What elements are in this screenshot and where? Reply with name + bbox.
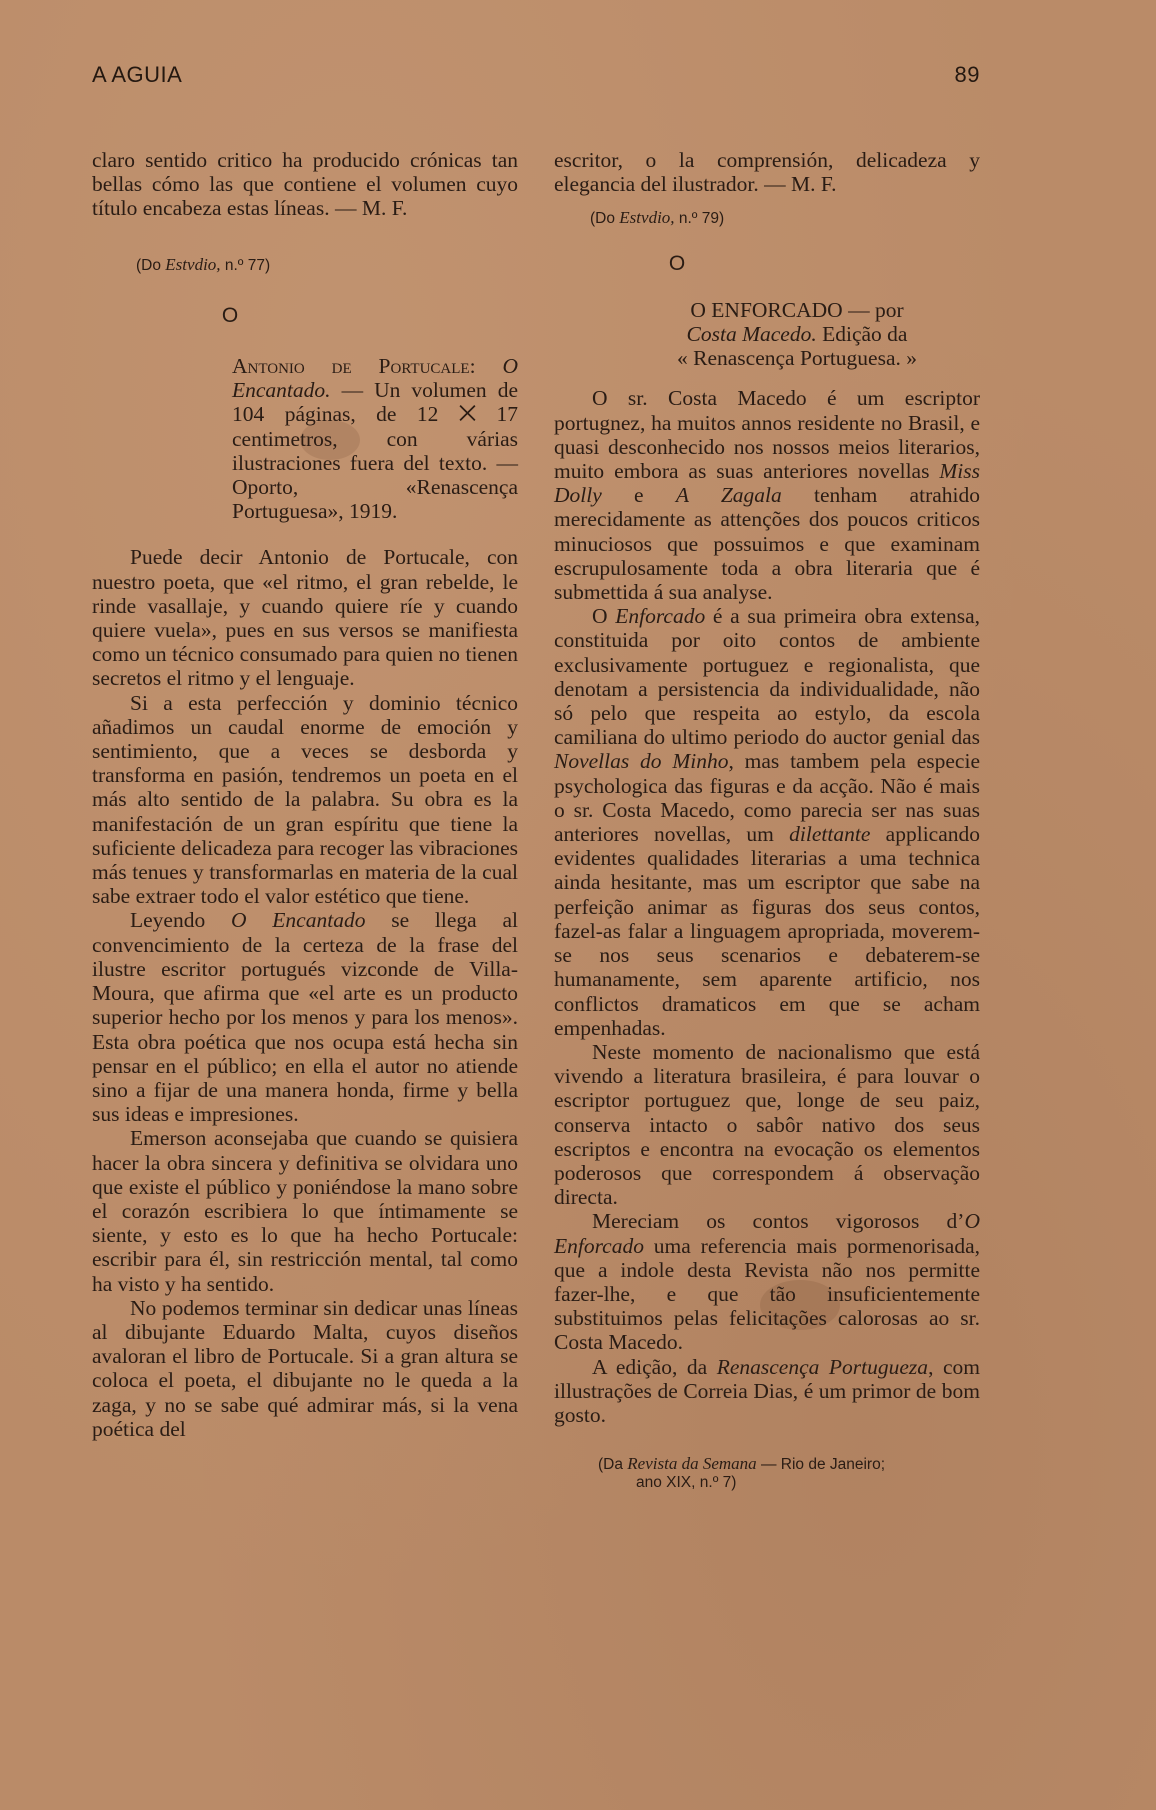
left-column bbox=[92, 148, 518, 1441]
source-title: Estvdio, bbox=[619, 208, 675, 228]
review-author: Antonio de Portucale: bbox=[232, 354, 476, 379]
page-number: 89 bbox=[954, 62, 980, 87]
review-title-line: « Renascença Portuguesa. » bbox=[676, 346, 917, 371]
section-ornament: O bbox=[221, 303, 239, 327]
review-book-title: O Encantado. bbox=[232, 354, 519, 403]
source-title: Estvdio, bbox=[165, 254, 221, 274]
book-title: Enforcado bbox=[615, 604, 706, 629]
text-run: e bbox=[601, 483, 676, 508]
review-heading bbox=[232, 354, 518, 523]
emphasis: dilettante bbox=[789, 822, 871, 847]
paragraph bbox=[92, 908, 518, 1126]
source-prefix: (Do bbox=[136, 256, 166, 274]
right-column bbox=[554, 148, 980, 1492]
source-prefix: (Do bbox=[590, 210, 620, 228]
paragraph: No podemos terminar sin dedicar unas líneas al dibujante Eduardo Malta, cuyos diseños avaloran el libro de Portucale. Si a gran altura se coloca el poeta, el dibujante no le queda a la zaga, y no se sabe qué admirar más, si la vena poética del bbox=[92, 1295, 518, 1441]
text-run: applicando evidentes qualidades literarias a uma technica ainda hesitante, mas um escriptor que sabe na perfeição animar as figuras dos seus contos, fazel-as falar a linguagem apropriada, moverem-se nos seus scenarios e debaterem-se humanamente, sem aparente artificio, nos conflictos dramaticos em que se acham empenhadas. bbox=[554, 822, 981, 1040]
text-run: O bbox=[592, 604, 616, 629]
text-run: O sr. Costa Macedo é um escriptor portugnez, ha muitos annos residente no Brasil, e quasi desconhecido nos nossos meios literarios, muito embora as suas anteriores novellas bbox=[554, 386, 980, 484]
text-run: tenham atrahido merecidamente as attenções dos poucos criticos minuciosos que possuimos e que examinam escrupulosamente toda a obra literaria que é submettida á sua analyse. bbox=[554, 483, 980, 605]
section-ornament: O bbox=[668, 251, 686, 275]
source-number: n.º 79) bbox=[674, 210, 725, 228]
continuation-text: claro sentido critico ha producido crónicas tan bellas cómo las que contiene el volumen cuyo título encabeza estas líneas. — M. F. bbox=[92, 148, 518, 221]
text-run: , mas tambem pela especie psychologica das figuras e da acção. Não é mais o sr. Costa Macedo, como parecia ser nas suas anteriores novellas, um bbox=[554, 749, 980, 847]
text-run: se llega al convencimiento de la certeza de la frase del ilustre escritor portugués vizconde de Villa-Moura, que afirma que «el arte es un producto superior hecho por los menos y para los menos». Esta obra poética que nos ocupa está hecha sin pensar en el público; en ella el autor no atiende sino a fijar de una manera honda, firme y bella sus ideas e impresiones. bbox=[92, 908, 518, 1127]
book-title: O Encantado bbox=[231, 908, 366, 933]
paragraph: Si a esta perfección y dominio técnico añadimos un caudal enorme de emoción y sentimiento, que a veces se desborda y transforma en pasión, tendremos un poeta en el más alto sentido de la palabra. Su obra es la manifestación de un gran espíritu que tiene la suficiente delicadeza para recoger las vibraciones más tenues y transformarlas en materia de la cual sabe extraer todo el valor estético que tiene. bbox=[92, 690, 518, 909]
paragraph: Emerson aconsejaba que cuando se quisiera hacer la obra sincera y definitiva se olvidara uno que existe el público y poniéndose la mano sobre el corazón escribiera lo que íntimamente se siente, y esto es lo que ha hecho Portucale: escribir para él, sin restricción mental, tal como ha visto y ha sentido. bbox=[92, 1126, 518, 1296]
source-line: ano XIX, n.º 7) bbox=[636, 1474, 737, 1492]
text-run: Leyendo bbox=[130, 908, 231, 933]
source-citation bbox=[590, 206, 980, 231]
book-title: A Zagala bbox=[675, 483, 782, 508]
paragraph bbox=[554, 1355, 980, 1428]
review-heading bbox=[614, 298, 980, 371]
book-title: Renascença Portugueza bbox=[716, 1354, 929, 1379]
text-run: Mereciam os contos vigorosos d’ bbox=[592, 1209, 965, 1234]
source-title: Revista da Semana bbox=[627, 1454, 757, 1474]
review-title-line bbox=[614, 322, 980, 346]
review-title-line: O ENFORCADO — por bbox=[690, 297, 904, 322]
source-citation bbox=[598, 1455, 980, 1492]
text-run: uma referencia mais pormenorisada, que a indole desta Revista não nos permitte fazer-lhe, e que tão insuficientemente substituimos pelas felicitações calorosas ao sr. Costa Macedo. bbox=[554, 1233, 980, 1355]
paragraph: Neste momento de nacionalismo que está vivendo a literatura brasileira, é para louvar o escriptor portuguez que, longe de seu paiz, conserva intacto o sabôr nativo dos seus escriptos e encontra na evocação os elementos poderosos que correspondem á observação directa. bbox=[554, 1039, 980, 1210]
paragraph bbox=[554, 386, 980, 604]
review-author: Costa Macedo. bbox=[686, 322, 817, 347]
journal-title: A AGUIA bbox=[92, 62, 183, 87]
source-place: — Rio de Janeiro; bbox=[756, 1456, 886, 1474]
text-run: Edição da bbox=[816, 322, 908, 347]
review-details: — Un volumen de 104 páginas, de 12 ⨉ 17 centimetros, con várias ilustraciones fuera del texto. — Oporto, «Renascença Portuguesa», 1919. bbox=[232, 378, 518, 524]
book-title: Miss Dolly bbox=[554, 459, 980, 508]
paragraph bbox=[554, 1209, 980, 1354]
text-run: , com illustrações de Correia Dias, é um primor de bom gosto. bbox=[554, 1354, 980, 1427]
paragraph: Puede decir Antonio de Portucale, con nuestro poeta, que «el ritmo, el gran rebelde, le rinde vasallaje, y cuando quiere ríe y cuando quiere vuela», pues en sus versos se manifiesta como un técnico consumado para quien no tienen secretos el ritmo y el lenguaje. bbox=[92, 545, 518, 691]
text-run: A edição, da bbox=[592, 1354, 717, 1379]
source-number: n.º 77) bbox=[220, 256, 271, 274]
paragraph bbox=[554, 604, 980, 1040]
text-run: é a sua primeira obra extensa, constituida por oito contos de ambiente exclusivamente portuguez e regionalista, que denotam a persistencia da individualidade, não só pelo que respeita ao estylo, da escola camiliana do ultimo periodo do auctor genial das bbox=[554, 604, 980, 750]
source-line bbox=[598, 1455, 980, 1474]
book-title: Novellas do Minho bbox=[554, 749, 729, 774]
book-title: O Enforcado bbox=[554, 1209, 980, 1258]
continuation-text: escritor, o la comprensión, delicadeza y elegancia del ilustrador. — M. F. bbox=[554, 148, 980, 197]
source-prefix: (Da bbox=[598, 1456, 628, 1474]
